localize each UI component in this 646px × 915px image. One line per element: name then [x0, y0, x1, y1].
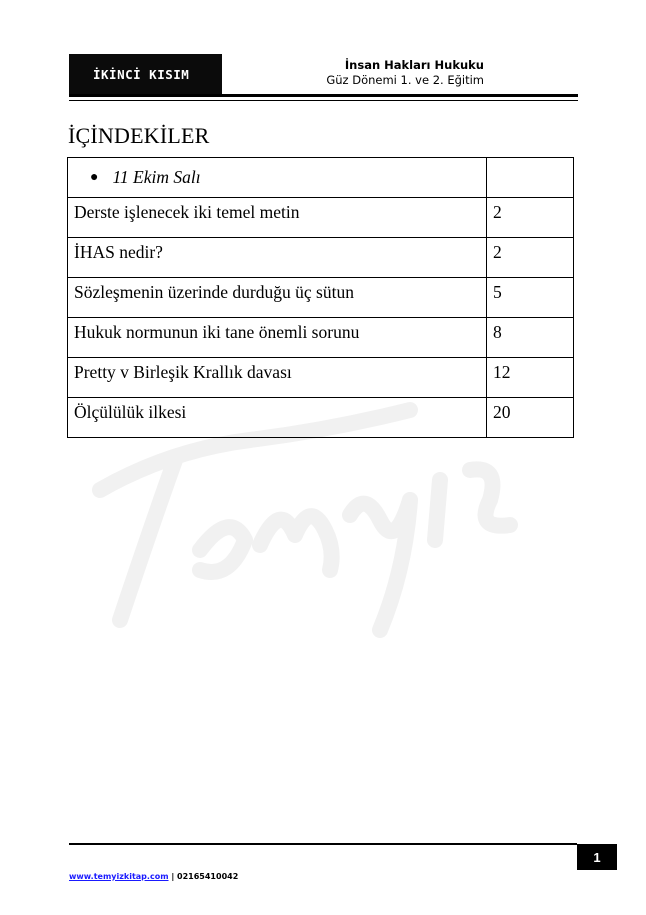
toc-section-row — [68, 158, 574, 198]
footer-separator: | — [168, 872, 178, 881]
part-label-tab — [69, 54, 222, 94]
toc-section-page — [487, 158, 574, 198]
toc-row — [68, 198, 574, 238]
toc-entry-label[interactable]: Pretty v Birleşik Krallık davası — [68, 358, 487, 398]
toc-entry-label[interactable]: İHAS nedir? — [68, 238, 487, 278]
toc-table — [67, 157, 574, 438]
toc-entry-page: 8 — [487, 318, 574, 358]
toc-entry-label[interactable]: Ölçülülük ilkesi — [68, 398, 487, 438]
toc-section-cell — [68, 158, 487, 198]
toc-entry-page: 2 — [487, 198, 574, 238]
course-title: İnsan Hakları Hukuku — [344, 58, 484, 72]
toc-entry-label[interactable]: Derste işlenecek iki temel metin — [68, 198, 487, 238]
toc-entry-page: 2 — [487, 238, 574, 278]
toc-entry-label[interactable]: Sözleşmenin üzerinde durduğu üç sütun — [68, 278, 487, 318]
website-link[interactable]: www.temyizkitap.com — [69, 872, 169, 881]
toc-row — [68, 358, 574, 398]
footer-contact — [69, 872, 238, 881]
course-term: Güz Dönemi 1. ve 2. Eğitim — [326, 73, 484, 87]
part-label: İKİNCİ KISIM — [93, 66, 190, 82]
toc-section-label: 11 Ekim Salı — [112, 167, 201, 187]
header-course-info — [222, 58, 578, 88]
bullet-icon: ● — [90, 169, 99, 185]
toc-title: İÇİNDEKİLER — [68, 123, 210, 148]
footer-rule — [69, 843, 577, 845]
page-number: 1 — [593, 849, 601, 865]
toc-entry-page: 12 — [487, 358, 574, 398]
header-rule-thick — [69, 94, 578, 97]
toc-row — [68, 238, 574, 278]
toc-entry-page: 20 — [487, 398, 574, 438]
toc-row — [68, 398, 574, 438]
header-rule-thin — [69, 100, 578, 101]
phone-number: 02165410042 — [177, 872, 239, 881]
toc-row — [68, 278, 574, 318]
toc-row — [68, 318, 574, 358]
toc-entry-label[interactable]: Hukuk normunun iki tane önemli sorunu — [68, 318, 487, 358]
toc-entry-page: 5 — [487, 278, 574, 318]
page-number-box — [577, 844, 617, 870]
